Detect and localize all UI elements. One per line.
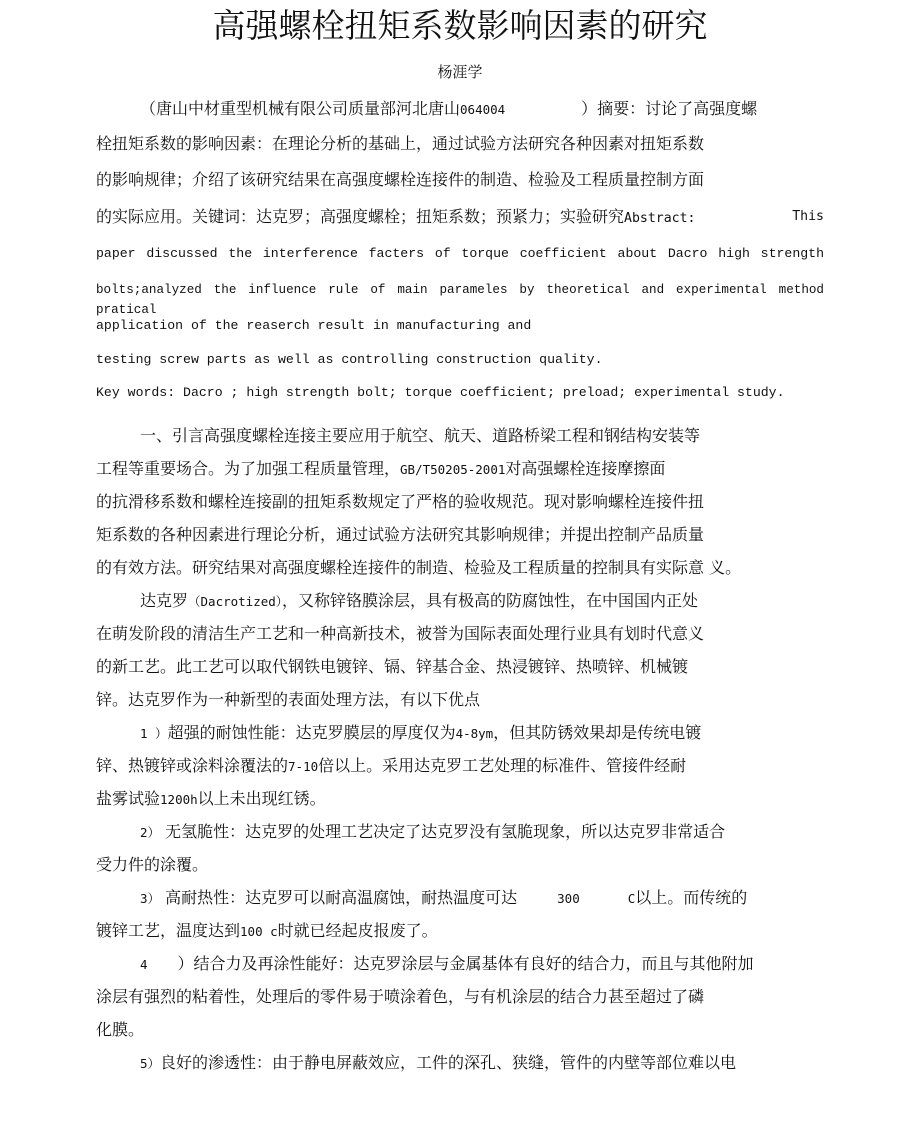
advantage-4-line: 化膜。: [96, 1020, 145, 1039]
intro-text: 对高强螺栓连接摩擦面: [505, 459, 666, 478]
temperature-value: 100 c: [240, 924, 278, 939]
abstract-intro: ）摘要：讨论了高强度螺: [581, 99, 758, 118]
advantage-text: 高耐热性：达克罗可以耐高温腐蚀，耐热温度可达: [165, 888, 518, 907]
intro-line: [96, 458, 665, 481]
advantage-text: 以上未出现红锈。: [197, 789, 326, 808]
abstract-cn-line: 栓扭矩系数的影响因素：在理论分析的基础上，通过试验方法研究各种因素对扭矩系数: [96, 134, 705, 153]
intro-line: 一、引言高强度螺栓连接主要应用于航空、航天、道路桥梁工程和钢结构安装等: [140, 426, 701, 445]
advantage-5: [140, 1052, 736, 1075]
thickness-value: 4-8ym: [455, 726, 494, 741]
keywords-en-line: Key words: Dacro ; high strength bolt; torque coefficient; preload; experimental study.: [96, 385, 785, 400]
advantage-1-line: [96, 788, 326, 811]
paper-title: 高强螺栓扭矩系数影响因素的研究: [212, 6, 708, 45]
keywords-cn: 的实际应用。关键词：达克罗；高强度螺栓；扭矩系数；预紧力；实验研究: [96, 207, 625, 226]
intro-line: 的抗滑移系数和螺栓连接副的扭矩系数规定了严格的验收规范。现对影响螺栓连接件扭: [96, 492, 705, 511]
advantage-1-line: [96, 755, 686, 778]
advantage-text: 无氢脆性：达克罗的处理工艺决定了达克罗没有氢脆现象，所以达克罗非常适合: [165, 822, 726, 841]
ratio-value: 7-10: [288, 759, 319, 774]
advantage-text: ，但其防锈效果却是传统电镀: [493, 723, 702, 742]
author-name: 杨涯学: [437, 63, 483, 81]
keywords-cn-line: [96, 206, 824, 230]
advantage-text: 时就已经起皮报废了。: [277, 921, 438, 940]
advantage-text: 超强的耐蚀性能：达克罗膜层的厚度仅为: [167, 723, 456, 742]
dacro-line: 的新工艺。此工艺可以取代钢铁电镀锌、镉、锌基合金、热浸镀锌、热喷锌、机械镀: [96, 657, 689, 676]
advantage-4: [140, 953, 754, 976]
affiliation-line: [140, 98, 757, 121]
advantage-text: 倍以上。采用达克罗工艺处理的标准件、管接件经耐: [318, 756, 687, 775]
advantage-2: [140, 821, 725, 844]
abstract-en-line: bolts;analyzed the influence rule of main parameles by theoretical and experimental method pratical: [96, 283, 824, 317]
advantage-3-line: [96, 920, 438, 943]
abstract-en-start: This: [792, 209, 824, 224]
advantage-text: 镀锌工艺，温度达到: [96, 921, 241, 940]
intro-text: 工程等重要场合。为了加强工程质量管理，: [96, 459, 401, 478]
abstract-cn-line: 的影响规律；介绍了该研究结果在高强度螺栓连接件的制造、检验及工程质量控制方面: [96, 170, 705, 189]
advantage-text: 盐雾试验: [96, 789, 161, 808]
temperature-unit: C: [627, 891, 636, 906]
abstract-en-line: testing screw parts as well as controlling construction quality.: [96, 352, 603, 367]
postcode: 064004: [460, 102, 506, 117]
advantage-text: 以上。而传统的: [635, 888, 748, 907]
item-number: 1 ）: [140, 726, 168, 741]
dacro-text: ，又称锌铬膜涂层，具有极高的防腐蚀性，在中国国内正处: [282, 591, 699, 610]
advantage-text: ）结合力及再涂性能好：达克罗涂层与金属基体有良好的结合力，而且与其他附加: [177, 954, 754, 973]
advantage-1: [140, 722, 701, 745]
advantage-2-line: 受力件的涂覆。: [96, 855, 209, 874]
standard-code: GB/T50205-2001: [400, 462, 506, 477]
affiliation-text: （唐山中材重型机械有限公司质量部河北唐山: [140, 99, 461, 118]
intro-line: 的有效方法。研究结果对高强度螺栓连接件的制造、检验及工程质量的控制具有实际意 义。: [96, 558, 742, 577]
abstract-en-line: paper discussed the interference facters of torque coefficient about Dacro high strength: [96, 246, 824, 261]
advantage-text: 锌、热镀锌或涂料涂覆法的: [96, 756, 289, 775]
abstract-en-label: Abstract:: [624, 211, 696, 226]
dacro-text: 达克罗: [140, 591, 189, 610]
dacro-line: [140, 590, 698, 613]
item-number: 4: [140, 957, 148, 972]
temperature-value: 300: [557, 891, 580, 906]
advantage-text: 良好的渗透性：由于静电屏蔽效应，工件的深孔、狭缝，管件的内壁等部位难以电: [160, 1053, 737, 1072]
advantage-3: [140, 887, 747, 910]
advantage-4-line: 涂层有强烈的粘着性，处理后的零件易于喷涂着色，与有机涂层的结合力甚至超过了磷: [96, 987, 705, 1006]
abstract-en-line: application of the reaserch result in manufacturing and: [96, 318, 532, 333]
dacro-line: 锌。达克罗作为一种新型的表面处理方法，有以下优点: [96, 690, 481, 709]
item-number: 5）: [140, 1056, 161, 1071]
dacro-line: 在萌发阶段的清洁生产工艺和一种高新技术，被誉为国际表面处理行业具有划时代意义: [96, 624, 705, 643]
item-number: 2）: [140, 825, 161, 840]
dacro-term: （Dacrotized）: [188, 594, 283, 609]
intro-line: 矩系数的各种因素进行理论分析，通过试验方法研究其影响规律；并提出控制产品质量: [96, 525, 705, 544]
item-number: 3）: [140, 891, 161, 906]
hours-value: 1200h: [160, 792, 198, 807]
